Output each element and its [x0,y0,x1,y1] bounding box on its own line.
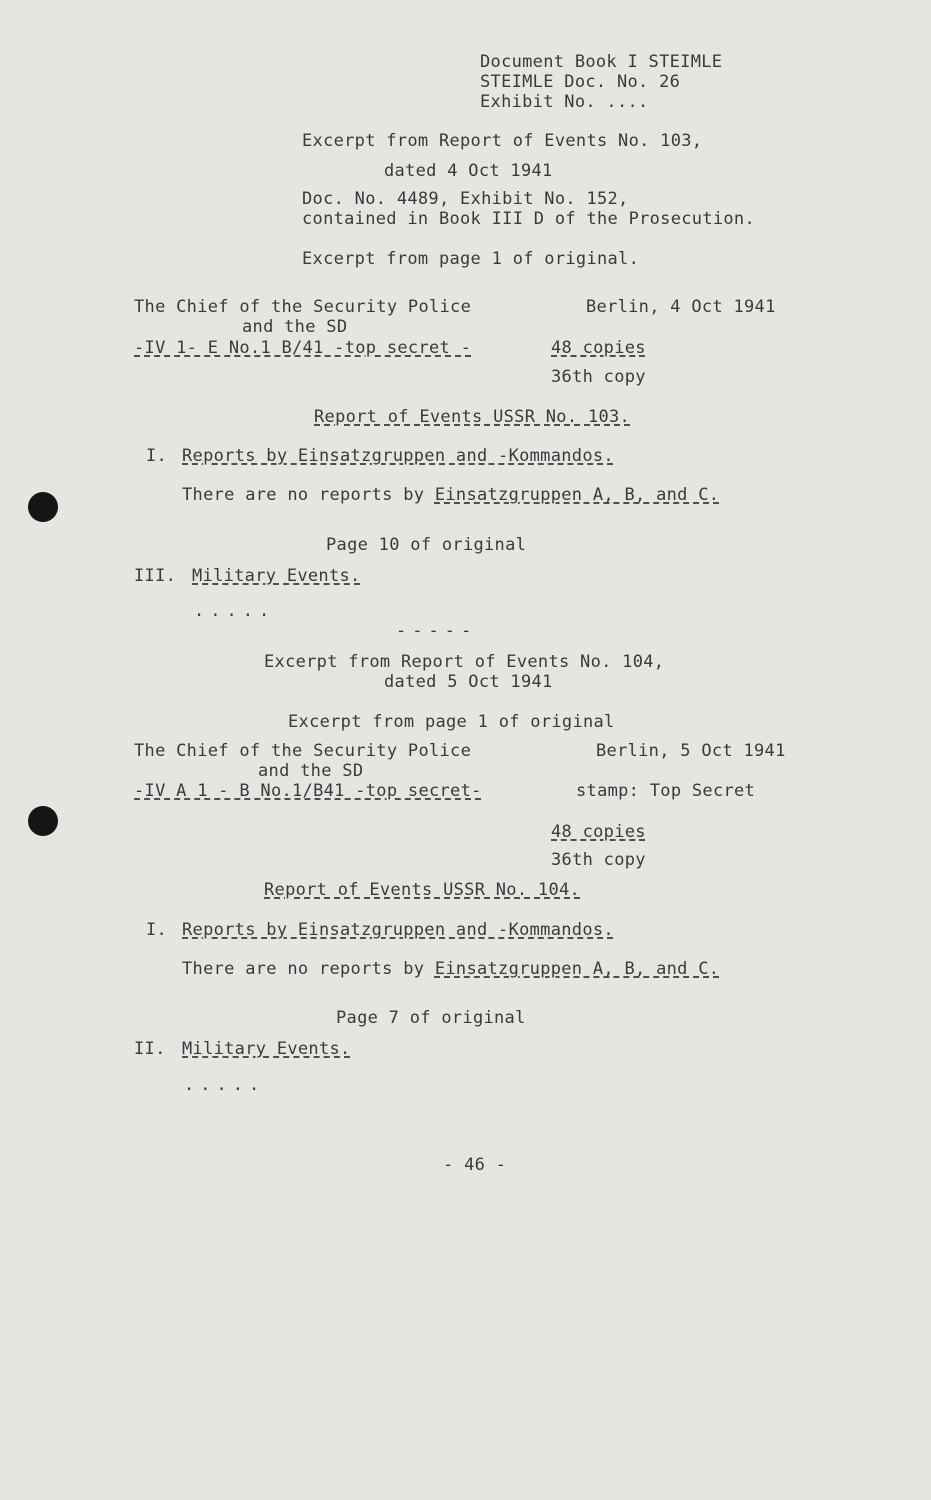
excerpt1-section1-text-a: There are no reports by [182,485,435,505]
header-document-book: Document Book I STEIMLE [480,52,723,72]
punch-hole-bottom [28,806,58,836]
excerpt1-section1-text [182,485,719,505]
excerpt2-stamp: stamp: Top Secret [576,781,756,801]
excerpt2-report-title: Report of Events USSR No. 104. [264,880,581,900]
excerpt2-section1-number: I. [146,920,168,940]
excerpt2-sender-line2: and the SD [258,761,364,781]
excerpt2-copies: 48 copies [551,822,646,842]
excerpt2-title: Excerpt from Report of Events No. 104, [264,652,665,672]
excerpt1-copies: 48 copies [551,338,646,358]
section-separator: ----- [396,621,478,641]
excerpt1-sender-line1: The Chief of the Security Police [134,297,472,317]
excerpt2-sender-line1: The Chief of the Security Police [134,741,472,761]
excerpt1-section1-title: Reports by Einsatzgruppen and -Kommandos. [182,446,614,466]
excerpt2-section2-number: II. [134,1039,166,1059]
excerpt2-section1-title: Reports by Einsatzgruppen and -Kommandos. [182,920,614,940]
excerpt2-place-date: Berlin, 5 Oct 1941 [596,741,786,761]
excerpt1-page-note: Excerpt from page 1 of original. [302,249,640,269]
excerpt1-sender-line2: and the SD [242,317,348,337]
header-exhibit-number: Exhibit No. .... [480,92,649,112]
excerpt2-page-note: Excerpt from page 1 of original [288,712,615,732]
excerpt1-page-note2: Page 10 of original [326,535,527,555]
excerpt2-ellipsis: ..... [184,1075,266,1095]
excerpt2-section1-text-b: Einsatzgruppen A, B, and C. [434,959,720,979]
excerpt1-report-title: Report of Events USSR No. 103. [314,407,631,427]
excerpt1-place-date: Berlin, 4 Oct 1941 [586,297,776,317]
excerpt1-title: Excerpt from Report of Events No. 103, [302,131,703,151]
excerpt1-ellipsis: ..... [194,601,276,621]
excerpt2-date: dated 5 Oct 1941 [384,672,553,692]
excerpt1-section1-number: I. [146,446,168,466]
excerpt2-copy-number: 36th copy [551,850,646,870]
excerpt2-reference: -IV A 1 - B No.1/B41 -top secret- [134,781,482,801]
excerpt2-section1-text [182,959,719,979]
excerpt2-section2-title: Military Events. [182,1039,351,1059]
excerpt2-section1-text-a: There are no reports by [182,959,435,979]
excerpt1-contained-line: contained in Book III D of the Prosecution. [302,209,755,229]
excerpt1-copy-number: 36th copy [551,367,646,387]
excerpt1-section3-number: III. [134,566,177,586]
header-doc-number: STEIMLE Doc. No. 26 [480,72,681,92]
excerpt1-reference: -IV 1- E No.1 B/41 -top secret - [134,338,472,358]
excerpt1-section1-text-b: Einsatzgruppen A, B, and C. [434,485,720,505]
excerpt1-section3-title: Military Events. [192,566,361,586]
excerpt1-doc-line: Doc. No. 4489, Exhibit No. 152, [302,189,629,209]
excerpt2-page-note2: Page 7 of original [336,1008,526,1028]
excerpt1-date: dated 4 Oct 1941 [384,161,553,181]
punch-hole-top [28,492,58,522]
page-number: - 46 - [443,1155,507,1175]
